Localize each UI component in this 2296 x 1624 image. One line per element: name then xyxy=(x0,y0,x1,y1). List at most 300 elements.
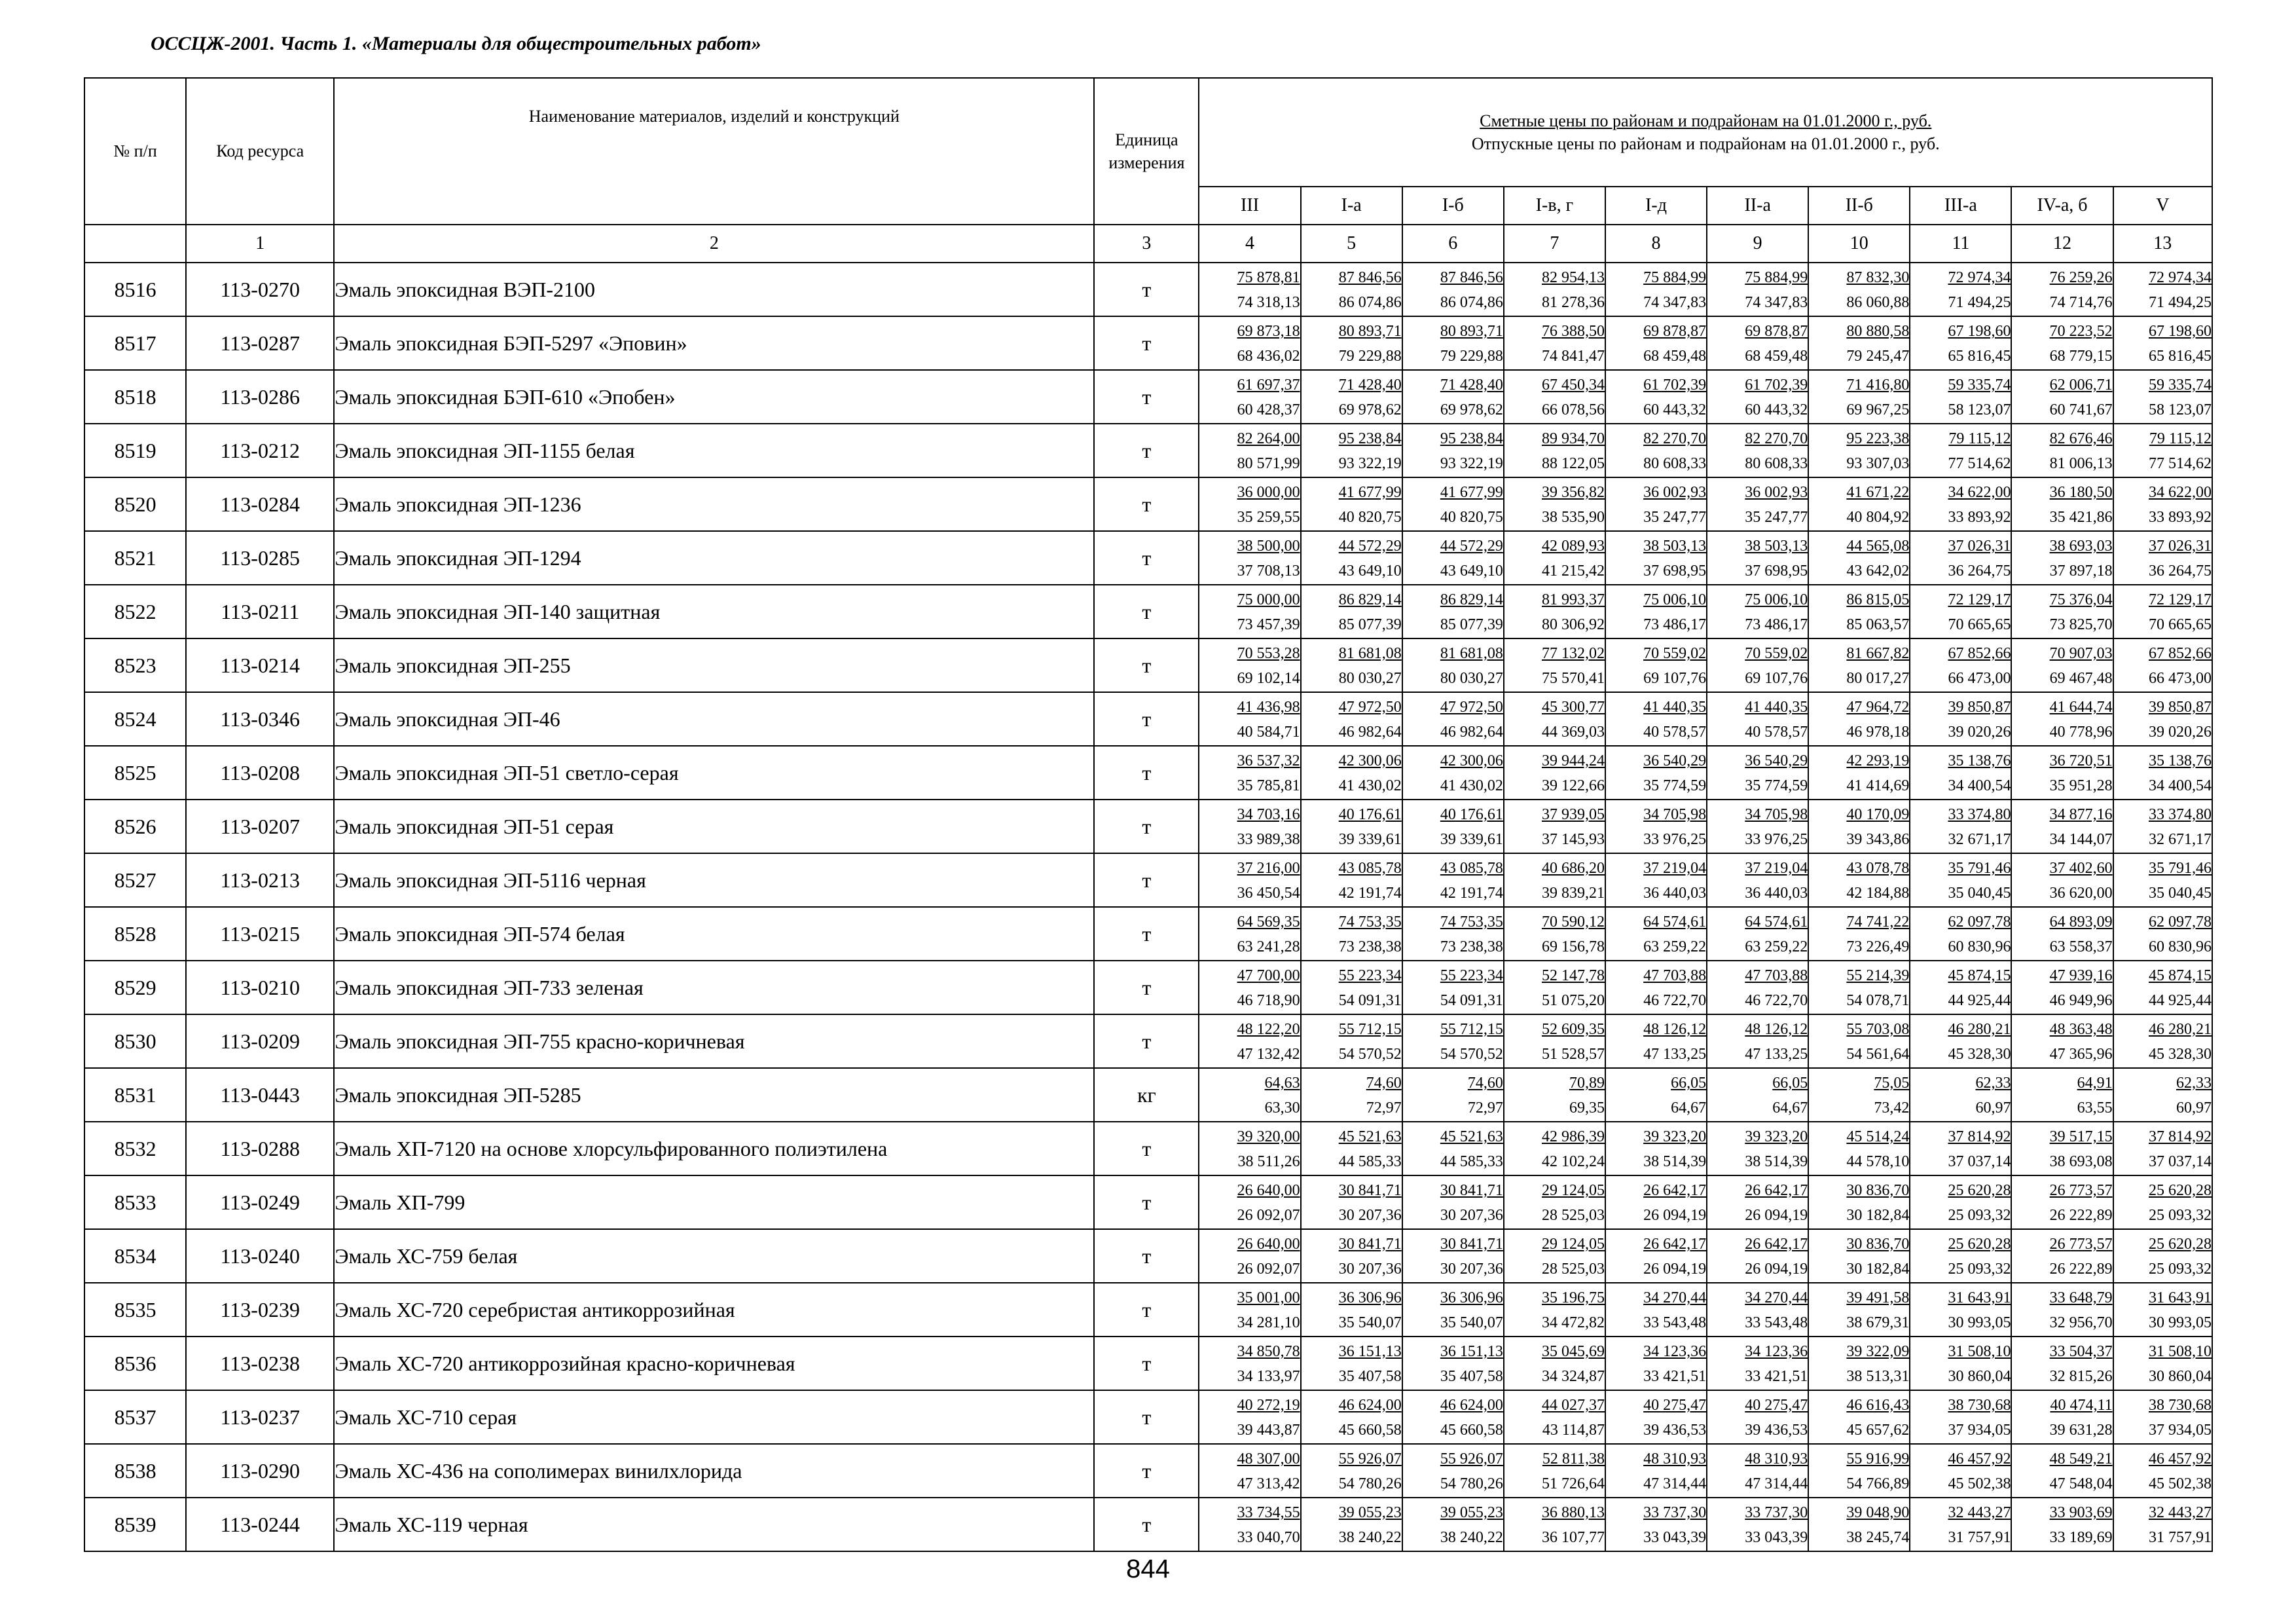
table-body xyxy=(84,263,2212,1551)
estimate-price: 74,60 xyxy=(1467,1075,1503,1092)
price-cell xyxy=(1808,1068,1910,1122)
estimate-price: 39 048,90 xyxy=(1846,1504,1910,1521)
estimate-price: 48 363,48 xyxy=(2049,1021,2113,1038)
estimate-price: 33 374,80 xyxy=(2149,806,2212,823)
resource-code: 113-0284 xyxy=(186,477,334,531)
release-price: 36 440,03 xyxy=(1745,885,1808,902)
unit-cell: т xyxy=(1094,1122,1199,1175)
release-price: 34 144,07 xyxy=(2049,831,2113,848)
release-price: 60 741,67 xyxy=(2049,401,2113,418)
estimate-price: 40 176,61 xyxy=(1440,806,1503,823)
release-price: 30 993,05 xyxy=(2149,1314,2212,1331)
release-price: 36 440,03 xyxy=(1643,885,1707,902)
material-name: Эмаль ХС-710 серая xyxy=(334,1390,1094,1444)
price-cell xyxy=(1504,1390,1605,1444)
estimate-price: 35 791,46 xyxy=(2149,860,2212,877)
estimate-price: 75 884,99 xyxy=(1745,269,1808,286)
estimate-price: 30 836,70 xyxy=(1846,1182,1910,1199)
estimate-price: 75 006,10 xyxy=(1643,591,1707,608)
price-cell xyxy=(1504,1283,1605,1337)
price-cell xyxy=(2011,1122,2113,1175)
price-cell xyxy=(1605,1014,1707,1068)
price-cell xyxy=(1707,1175,1808,1229)
release-price: 45 502,38 xyxy=(1948,1475,2011,1492)
unit-cell: т xyxy=(1094,907,1199,961)
estimate-price: 36 540,29 xyxy=(1643,752,1707,769)
estimate-price: 36 720,51 xyxy=(2049,752,2113,769)
price-cell xyxy=(1199,961,1300,1014)
release-price: 73 238,38 xyxy=(1338,938,1402,955)
release-price: 60 443,32 xyxy=(1745,401,1808,418)
estimate-price: 71 428,40 xyxy=(1338,377,1402,394)
release-price: 30 207,36 xyxy=(1338,1207,1402,1224)
column-number: 2 xyxy=(334,225,1094,263)
release-price: 43 649,10 xyxy=(1338,563,1402,580)
estimate-price: 75 000,00 xyxy=(1237,591,1300,608)
resource-code: 113-0208 xyxy=(186,746,334,800)
release-price: 38 511,26 xyxy=(1237,1153,1300,1170)
release-price: 47 548,04 xyxy=(2049,1475,2113,1492)
price-cell xyxy=(1402,1229,1504,1283)
estimate-price: 82 676,46 xyxy=(2049,430,2113,447)
price-cell xyxy=(1402,531,1504,585)
price-cell xyxy=(1504,1068,1605,1122)
price-cell xyxy=(2011,424,2113,477)
row-number: 8518 xyxy=(84,370,186,424)
price-cell xyxy=(1301,638,1402,692)
table-row xyxy=(84,692,2212,746)
release-price: 35 951,28 xyxy=(2049,777,2113,794)
price-cell xyxy=(1808,853,1910,907)
estimate-price: 45 300,77 xyxy=(1541,699,1605,716)
header-prices xyxy=(1199,78,2212,187)
release-price: 38 513,31 xyxy=(1846,1368,1910,1385)
price-cell xyxy=(1504,1122,1605,1175)
release-price: 65 816,45 xyxy=(1948,348,2011,365)
estimate-price: 42 089,93 xyxy=(1541,538,1605,555)
price-cell xyxy=(1707,531,1808,585)
material-name: Эмаль эпоксидная БЭП-610 «Эпобен» xyxy=(334,370,1094,424)
release-price: 33 421,51 xyxy=(1745,1368,1808,1385)
resource-code: 113-0214 xyxy=(186,638,334,692)
unit-cell: т xyxy=(1094,692,1199,746)
row-number: 8535 xyxy=(84,1283,186,1337)
price-cell xyxy=(1707,746,1808,800)
release-price: 85 077,39 xyxy=(1338,616,1402,633)
release-price: 35 247,77 xyxy=(1745,509,1808,526)
price-cell xyxy=(1301,1337,1402,1390)
estimate-price: 30 841,71 xyxy=(1440,1182,1503,1199)
release-price: 60 830,96 xyxy=(2149,938,2212,955)
price-cell xyxy=(1504,370,1605,424)
estimate-price: 40 275,47 xyxy=(1643,1397,1707,1414)
release-price: 69 156,78 xyxy=(1541,938,1605,955)
estimate-price: 35 045,69 xyxy=(1541,1343,1605,1360)
estimate-price: 41 440,35 xyxy=(1643,699,1707,716)
release-price: 66 473,00 xyxy=(2149,670,2212,687)
estimate-price: 79 115,12 xyxy=(1948,430,2011,447)
price-cell xyxy=(1707,263,1808,316)
price-cell xyxy=(2113,1390,2212,1444)
estimate-price: 47 703,88 xyxy=(1745,967,1808,984)
estimate-price: 39 850,87 xyxy=(2149,699,2212,716)
unit-cell: т xyxy=(1094,531,1199,585)
release-price: 68 436,02 xyxy=(1237,348,1300,365)
region-header: II-б xyxy=(1808,187,1910,225)
price-cell xyxy=(1808,800,1910,853)
price-cell xyxy=(1504,531,1605,585)
estimate-price: 40 170,09 xyxy=(1846,806,1910,823)
release-price: 42 191,74 xyxy=(1338,885,1402,902)
release-price: 54 561,64 xyxy=(1846,1046,1910,1063)
release-price: 80 030,27 xyxy=(1338,670,1402,687)
release-price: 60,97 xyxy=(2176,1099,2212,1116)
estimate-price: 47 972,50 xyxy=(1440,699,1503,716)
price-cell xyxy=(1605,1337,1707,1390)
release-price: 37 698,95 xyxy=(1745,563,1808,580)
unit-cell: т xyxy=(1094,477,1199,531)
estimate-price: 38 503,13 xyxy=(1745,538,1808,555)
estimate-price: 48 126,12 xyxy=(1745,1021,1808,1038)
price-cell xyxy=(2113,1444,2212,1498)
price-cell xyxy=(2113,907,2212,961)
unit-cell: т xyxy=(1094,961,1199,1014)
price-cell xyxy=(2113,1229,2212,1283)
estimate-price: 74,60 xyxy=(1366,1075,1402,1092)
release-price: 47 313,42 xyxy=(1237,1475,1300,1492)
estimate-price: 40 275,47 xyxy=(1745,1397,1808,1414)
estimate-price: 48 122,20 xyxy=(1237,1021,1300,1038)
release-price: 38 535,90 xyxy=(1541,509,1605,526)
release-price: 80 030,27 xyxy=(1440,670,1503,687)
estimate-price: 75,05 xyxy=(1874,1075,1910,1092)
release-price: 69 978,62 xyxy=(1440,401,1503,418)
table-row xyxy=(84,1014,2212,1068)
release-price: 39 631,28 xyxy=(2049,1422,2113,1439)
region-header: I-а xyxy=(1301,187,1402,225)
estimate-price: 30 841,71 xyxy=(1338,1236,1402,1253)
material-name: Эмаль эпоксидная ЭП-574 белая xyxy=(334,907,1094,961)
release-price: 39 020,26 xyxy=(2149,724,2212,741)
release-price: 35 247,77 xyxy=(1643,509,1707,526)
estimate-price: 41 644,74 xyxy=(2049,699,2113,716)
estimate-price: 72 129,17 xyxy=(1948,591,2011,608)
estimate-price: 76 388,50 xyxy=(1541,323,1605,340)
release-price: 77 514,62 xyxy=(2149,455,2212,472)
price-cell xyxy=(1808,638,1910,692)
estimate-price: 70 590,12 xyxy=(1541,913,1605,931)
release-price: 38 679,31 xyxy=(1846,1314,1910,1331)
estimate-price: 34 622,00 xyxy=(1948,484,2011,501)
estimate-price: 55 712,15 xyxy=(1338,1021,1402,1038)
release-price: 68 459,48 xyxy=(1745,348,1808,365)
release-price: 32 956,70 xyxy=(2049,1314,2113,1331)
price-cell xyxy=(1504,1337,1605,1390)
estimate-price: 59 335,74 xyxy=(2149,377,2212,394)
estimate-price: 40 686,20 xyxy=(1541,860,1605,877)
material-name: Эмаль эпоксидная ЭП-1294 xyxy=(334,531,1094,585)
document-header: ОССЦЖ-2001. Часть 1. «Материалы для общестроительных работ» xyxy=(151,33,761,54)
price-cell xyxy=(1808,1337,1910,1390)
price-cell xyxy=(1199,1175,1300,1229)
column-number: 3 xyxy=(1094,225,1199,263)
release-price: 25 093,32 xyxy=(2149,1261,2212,1278)
price-cell xyxy=(1808,907,1910,961)
resource-code: 113-0270 xyxy=(186,263,334,316)
release-price: 35 407,58 xyxy=(1440,1368,1503,1385)
price-cell xyxy=(1605,316,1707,370)
price-cell xyxy=(2011,638,2113,692)
price-cell xyxy=(1504,263,1605,316)
price-cell xyxy=(1199,1229,1300,1283)
table-row xyxy=(84,907,2212,961)
price-cell xyxy=(1301,316,1402,370)
release-price: 40 778,96 xyxy=(2049,724,2113,741)
price-cell xyxy=(1910,961,2011,1014)
price-cell xyxy=(1910,1229,2011,1283)
price-cell xyxy=(1605,1283,1707,1337)
price-cell xyxy=(2113,424,2212,477)
price-cell xyxy=(1301,477,1402,531)
price-cell xyxy=(2011,800,2113,853)
estimate-price: 36 002,93 xyxy=(1643,484,1707,501)
price-cell xyxy=(1910,585,2011,638)
price-cell xyxy=(1301,1390,1402,1444)
estimate-price: 38 500,00 xyxy=(1237,538,1300,555)
region-header: IV-а, б xyxy=(2011,187,2113,225)
price-cell xyxy=(1910,531,2011,585)
release-price: 33 043,39 xyxy=(1745,1529,1808,1546)
resource-code: 113-0237 xyxy=(186,1390,334,1444)
release-price: 35 540,07 xyxy=(1338,1314,1402,1331)
price-cell xyxy=(2113,746,2212,800)
price-cell xyxy=(2011,1175,2113,1229)
price-cell xyxy=(2113,531,2212,585)
estimate-price: 43 085,78 xyxy=(1338,860,1402,877)
estimate-price: 86 815,05 xyxy=(1846,591,1910,608)
unit-cell: т xyxy=(1094,1283,1199,1337)
row-number: 8532 xyxy=(84,1122,186,1175)
release-price: 30 860,04 xyxy=(2149,1368,2212,1385)
estimate-price: 37 814,92 xyxy=(2149,1128,2212,1145)
release-price: 30 207,36 xyxy=(1440,1261,1503,1278)
estimate-price: 44 572,29 xyxy=(1338,538,1402,555)
release-price: 86 074,86 xyxy=(1338,294,1402,311)
estimate-price: 37 216,00 xyxy=(1237,860,1300,877)
resource-code: 113-0244 xyxy=(186,1498,334,1551)
release-price: 32 671,17 xyxy=(1948,831,2011,848)
estimate-price: 37 939,05 xyxy=(1541,806,1605,823)
release-price: 86 074,86 xyxy=(1440,294,1503,311)
estimate-price: 74 753,35 xyxy=(1440,913,1503,931)
price-cell xyxy=(1301,585,1402,638)
estimate-price: 36 000,00 xyxy=(1237,484,1300,501)
price-cell xyxy=(1707,477,1808,531)
resource-code: 113-0249 xyxy=(186,1175,334,1229)
material-name: Эмаль эпоксидная ЭП-1236 xyxy=(334,477,1094,531)
release-price: 41 430,02 xyxy=(1440,777,1503,794)
price-cell xyxy=(1402,1498,1504,1551)
estimate-price: 45 874,15 xyxy=(1948,967,2011,984)
resource-code: 113-0240 xyxy=(186,1229,334,1283)
estimate-price: 47 972,50 xyxy=(1338,699,1402,716)
price-cell xyxy=(1707,370,1808,424)
price-cell xyxy=(1199,585,1300,638)
release-price: 46 722,70 xyxy=(1745,992,1808,1009)
estimate-price: 26 773,57 xyxy=(2049,1236,2113,1253)
resource-code: 113-0238 xyxy=(186,1337,334,1390)
release-price: 69 107,76 xyxy=(1745,670,1808,687)
estimate-price: 36 306,96 xyxy=(1338,1289,1402,1306)
release-price: 46 722,70 xyxy=(1643,992,1707,1009)
release-price: 54 091,31 xyxy=(1338,992,1402,1009)
table-row xyxy=(84,1283,2212,1337)
price-cell xyxy=(1910,746,2011,800)
release-price: 26 094,19 xyxy=(1745,1261,1808,1278)
estimate-price: 81 993,37 xyxy=(1541,591,1605,608)
price-cell xyxy=(1402,692,1504,746)
estimate-price: 48 310,93 xyxy=(1643,1450,1707,1467)
release-price: 80 306,92 xyxy=(1541,616,1605,633)
release-price: 70 665,65 xyxy=(2149,616,2212,633)
estimate-price: 34 850,78 xyxy=(1237,1343,1300,1360)
estimate-price: 64,91 xyxy=(2077,1075,2113,1092)
price-cell xyxy=(1402,961,1504,1014)
price-cell xyxy=(1199,746,1300,800)
column-number: 6 xyxy=(1402,225,1504,263)
release-price: 34 400,54 xyxy=(2149,777,2212,794)
price-cell xyxy=(2113,853,2212,907)
price-cell xyxy=(2011,1444,2113,1498)
release-price: 88 122,05 xyxy=(1541,455,1605,472)
estimate-price: 74 753,35 xyxy=(1338,913,1402,931)
estimate-price: 31 643,91 xyxy=(1948,1289,2011,1306)
price-cell xyxy=(1707,961,1808,1014)
release-price: 79 245,47 xyxy=(1846,348,1910,365)
release-price: 40 584,71 xyxy=(1237,724,1300,741)
estimate-price: 42 293,19 xyxy=(1846,752,1910,769)
price-cell xyxy=(1605,585,1707,638)
table-row xyxy=(84,370,2212,424)
price-cell xyxy=(1402,1122,1504,1175)
estimate-price: 25 620,28 xyxy=(2149,1236,2212,1253)
release-price: 81 006,13 xyxy=(2049,455,2113,472)
release-price: 93 322,19 xyxy=(1440,455,1503,472)
estimate-price: 86 829,14 xyxy=(1440,591,1503,608)
price-cell xyxy=(1910,1444,2011,1498)
price-cell xyxy=(1402,316,1504,370)
estimate-price: 46 280,21 xyxy=(2149,1021,2212,1038)
price-cell xyxy=(1808,746,1910,800)
estimate-price: 26 642,17 xyxy=(1643,1236,1707,1253)
price-cell xyxy=(1808,1498,1910,1551)
estimate-price: 40 474,11 xyxy=(2050,1397,2113,1414)
unit-cell: кг xyxy=(1094,1068,1199,1122)
release-price: 46 982,64 xyxy=(1338,724,1402,741)
resource-code: 113-0286 xyxy=(186,370,334,424)
estimate-price: 62 097,78 xyxy=(2149,913,2212,931)
price-cell xyxy=(1301,692,1402,746)
column-number: 12 xyxy=(2011,225,2113,263)
material-name: Эмаль эпоксидная ВЭП-2100 xyxy=(334,263,1094,316)
price-cell xyxy=(1199,1283,1300,1337)
resource-code: 113-0346 xyxy=(186,692,334,746)
release-price: 93 307,03 xyxy=(1846,455,1910,472)
estimate-price: 61 702,39 xyxy=(1643,377,1707,394)
estimate-price: 67 852,66 xyxy=(1948,645,2011,662)
release-price: 26 092,07 xyxy=(1237,1207,1300,1224)
release-price: 45 328,30 xyxy=(1948,1046,2011,1063)
estimate-price: 55 223,34 xyxy=(1338,967,1402,984)
release-price: 31 757,91 xyxy=(2149,1529,2212,1546)
estimate-price: 62,33 xyxy=(2176,1075,2212,1092)
estimate-price: 47 939,16 xyxy=(2049,967,2113,984)
estimate-price: 46 616,43 xyxy=(1846,1397,1910,1414)
release-price: 68 779,15 xyxy=(2049,348,2113,365)
price-cell xyxy=(1605,692,1707,746)
price-cell xyxy=(1605,746,1707,800)
table-row xyxy=(84,746,2212,800)
release-price: 25 093,32 xyxy=(1948,1207,2011,1224)
estimate-price: 26 642,17 xyxy=(1643,1182,1707,1199)
table-row xyxy=(84,800,2212,853)
release-price: 41 414,69 xyxy=(1846,777,1910,794)
release-price: 42 102,24 xyxy=(1541,1153,1605,1170)
release-price: 60 428,37 xyxy=(1237,401,1300,418)
row-number: 8534 xyxy=(84,1229,186,1283)
price-cell xyxy=(1504,800,1605,853)
release-price: 32 815,26 xyxy=(2049,1368,2113,1385)
estimate-price: 31 508,10 xyxy=(2149,1343,2212,1360)
page-number: 844 xyxy=(1126,1555,1170,1583)
unit-cell: т xyxy=(1094,1175,1199,1229)
estimate-price: 39 850,87 xyxy=(1948,699,2011,716)
estimate-price: 95 238,84 xyxy=(1338,430,1402,447)
row-number: 8528 xyxy=(84,907,186,961)
estimate-price: 31 508,10 xyxy=(1948,1343,2011,1360)
release-price: 93 322,19 xyxy=(1338,455,1402,472)
price-cell xyxy=(2011,692,2113,746)
row-number: 8527 xyxy=(84,853,186,907)
release-price: 74 347,83 xyxy=(1745,294,1808,311)
estimate-price: 26 642,17 xyxy=(1745,1236,1808,1253)
release-price: 66 473,00 xyxy=(1948,670,2011,687)
release-price: 30 860,04 xyxy=(1948,1368,2011,1385)
estimate-price: 41 440,35 xyxy=(1745,699,1808,716)
price-cell xyxy=(1707,1122,1808,1175)
estimate-price: 82 264,00 xyxy=(1237,430,1300,447)
estimate-price: 70 223,52 xyxy=(2049,323,2113,340)
price-cell xyxy=(2113,1498,2212,1551)
price-cell xyxy=(2113,585,2212,638)
price-cell xyxy=(1707,424,1808,477)
price-cell xyxy=(2113,1014,2212,1068)
release-price: 81 278,36 xyxy=(1541,294,1605,311)
estimate-price: 69 873,18 xyxy=(1237,323,1300,340)
region-header: I-д xyxy=(1605,187,1707,225)
release-price: 35 040,45 xyxy=(2149,885,2212,902)
release-price: 74 347,83 xyxy=(1643,294,1707,311)
release-price: 35 540,07 xyxy=(1440,1314,1503,1331)
estimate-price: 80 893,71 xyxy=(1440,323,1503,340)
estimate-price: 26 773,57 xyxy=(2049,1182,2113,1199)
estimate-price: 47 703,88 xyxy=(1643,967,1707,984)
release-price: 70 665,65 xyxy=(1948,616,2011,633)
region-header: I-б xyxy=(1402,187,1504,225)
region-header: III xyxy=(1199,187,1300,225)
release-price: 39 343,86 xyxy=(1846,831,1910,848)
price-cell xyxy=(2011,746,2113,800)
